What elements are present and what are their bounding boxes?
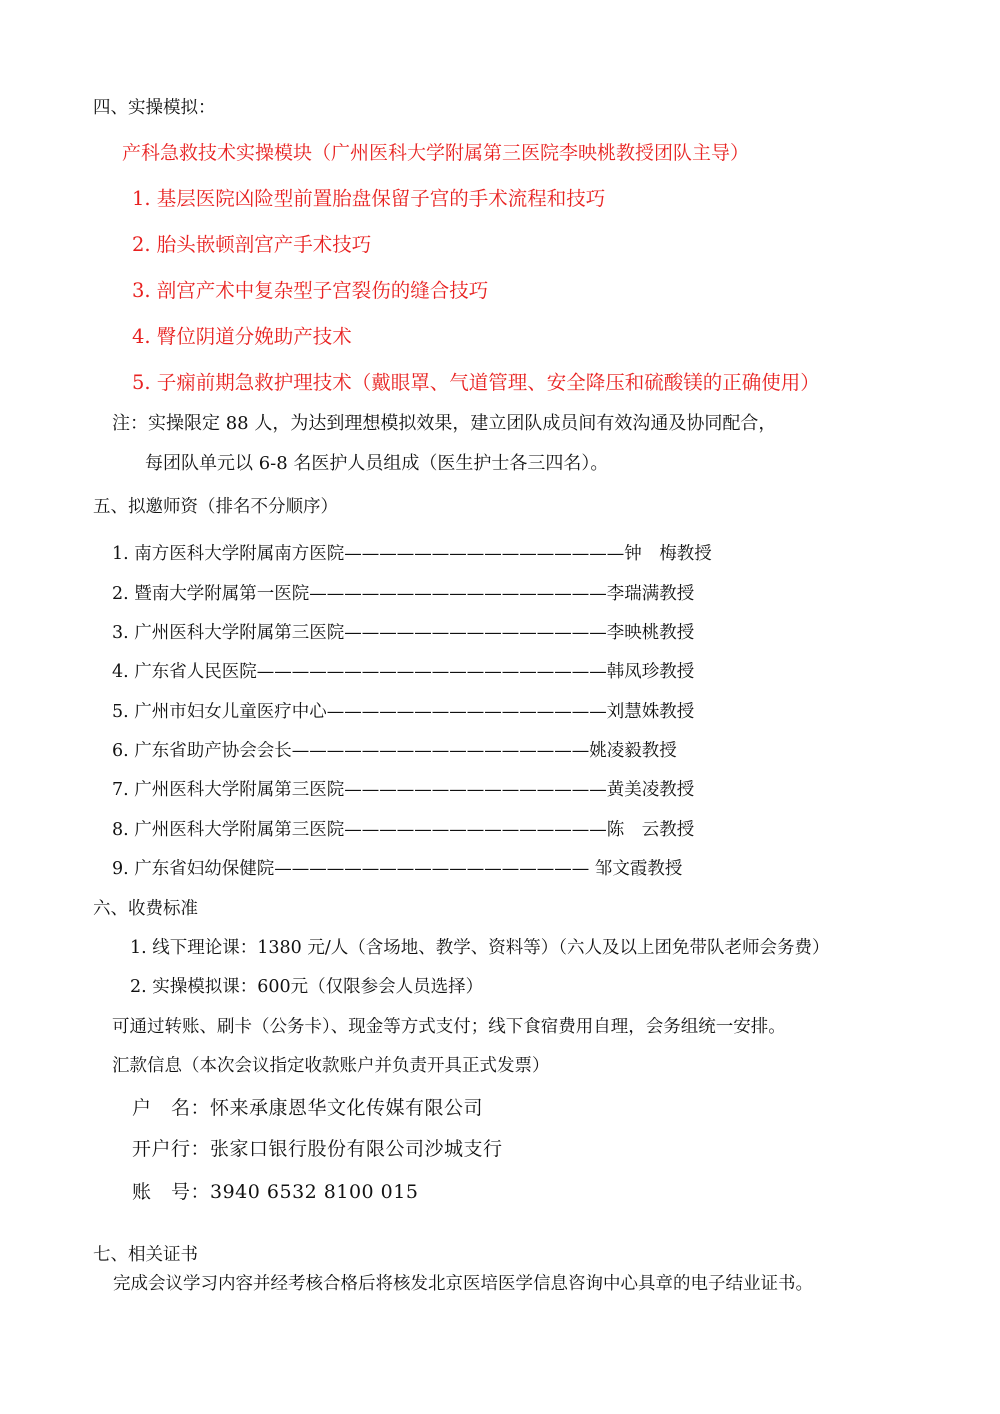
account-name: 户 名：怀来承康恩华文化传媒有限公司	[132, 1097, 484, 1119]
module-item-2: 2. 胎头嵌顿剖宫产手术技巧	[132, 233, 372, 256]
fee-practice: 2. 实操模拟课：600元（仅限参会人员选择）	[130, 977, 484, 997]
payment-methods: 可通过转账、刷卡（公务卡）、现金等方式支付；线下食宿费用自理，会务组统一安排。	[112, 1017, 786, 1037]
module-item-4: 4. 臀位阴道分娩助产技术	[132, 325, 352, 348]
teacher-row-4: 4. 广东省人民医院————————————————————韩凤珍教授	[112, 662, 695, 682]
account-number: 账 号：3940 6532 8100 015	[132, 1181, 419, 1203]
section-4-heading: 四、实操模拟：	[93, 98, 216, 118]
module-item-5: 5. 子痫前期急救护理技术（戴眼罩、气道管理、安全降压和硫酸镁的正确使用）	[132, 371, 820, 394]
section-5-heading: 五、拟邀师资（排名不分顺序）	[93, 497, 338, 517]
teacher-row-8: 8. 广州医科大学附属第三医院———————————————陈 云教授	[112, 820, 695, 840]
teacher-row-2: 2. 暨南大学附属第一医院—————————————————李瑞满教授	[112, 584, 695, 604]
practice-note-line-1: 注：实操限定 88 人，为达到理想模拟效果，建立团队成员间有效沟通及协同配合，	[112, 413, 777, 434]
module-item-3: 3. 剖宫产术中复杂型子宫裂伤的缝合技巧	[132, 279, 489, 302]
teacher-row-9: 9. 广东省妇幼保健院—————————————————— 邹文霞教授	[112, 859, 683, 879]
remittance-info: 汇款信息（本次会议指定收款账户并负责开具正式发票）	[112, 1056, 550, 1076]
practice-note-line-2: 每团队单元以 6-8 名医护人员组成（医生护士各三四名）。	[145, 453, 609, 474]
bank-name: 开户行：张家口银行股份有限公司沙城支行	[132, 1138, 503, 1160]
teacher-row-5: 5. 广州市妇女儿童医疗中心————————————————刘慧姝教授	[112, 702, 695, 722]
teacher-row-7: 7. 广州医科大学附属第三医院———————————————黄美凌教授	[112, 780, 695, 800]
certificate-text: 完成会议学习内容并经考核合格后将核发北京医培医学信息咨询中心具章的电子结业证书。	[113, 1274, 813, 1294]
module-item-1: 1. 基层医院凶险型前置胎盘保留子宫的手术流程和技巧	[132, 187, 606, 210]
section-7-heading: 七、相关证书	[93, 1245, 198, 1265]
module-title: 产科急救技术实操模块（广州医科大学附属第三医院李映桃教授团队主导）	[122, 142, 750, 164]
teacher-row-1: 1. 南方医科大学附属南方医院————————————————钟 梅教授	[112, 544, 712, 564]
fee-theory: 1. 线下理论课：1380 元/人（含场地、教学、资料等）（六人及以上团免带队老师会务费）	[130, 938, 830, 958]
teacher-row-3: 3. 广州医科大学附属第三医院———————————————李映桃教授	[112, 623, 695, 643]
teacher-row-6: 6. 广东省助产协会会长—————————————————姚凌毅教授	[112, 741, 677, 761]
section-6-heading: 六、收费标准	[93, 899, 198, 919]
